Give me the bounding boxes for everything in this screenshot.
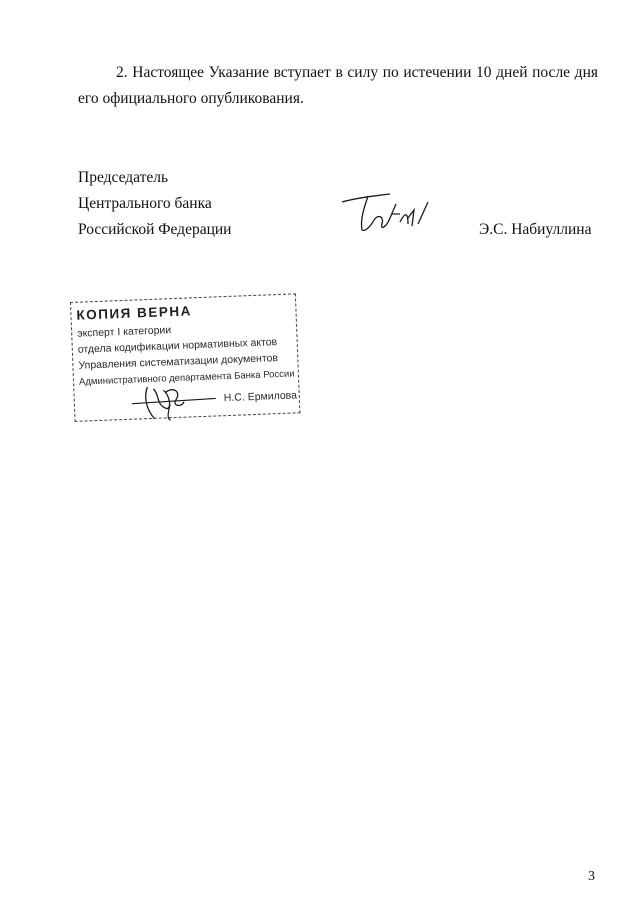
signatory-name: Э.С. Набиуллина [479, 221, 592, 238]
stamp-line: Административного департамента Банка России [78, 368, 295, 388]
signatory-title [78, 165, 231, 243]
signatory-title-line: Российской Федерации [78, 221, 232, 238]
stamp-line: эксперт I категории [76, 324, 172, 340]
stamp-signer-name: Н.С. Ермилова [223, 389, 298, 405]
signatory-title-line: Председатель [78, 169, 169, 186]
copy-certified-stamp [70, 293, 300, 422]
body-paragraph: 2. Настоящее Указание вступает в силу по истечении 10 дней после дня его официального опубликования. [78, 64, 598, 107]
stamp-line: Управления систематизации документов [78, 352, 279, 372]
page-number: 3 [588, 869, 595, 884]
signatory-title-line: Центрального банка [78, 195, 212, 212]
handwritten-signature-icon [338, 188, 433, 238]
stamp-title: КОПИЯ ВЕРНА [76, 303, 193, 323]
stamp-line: отдела кодификации нормативных актов [77, 336, 278, 356]
handwritten-signature-icon [125, 380, 226, 424]
